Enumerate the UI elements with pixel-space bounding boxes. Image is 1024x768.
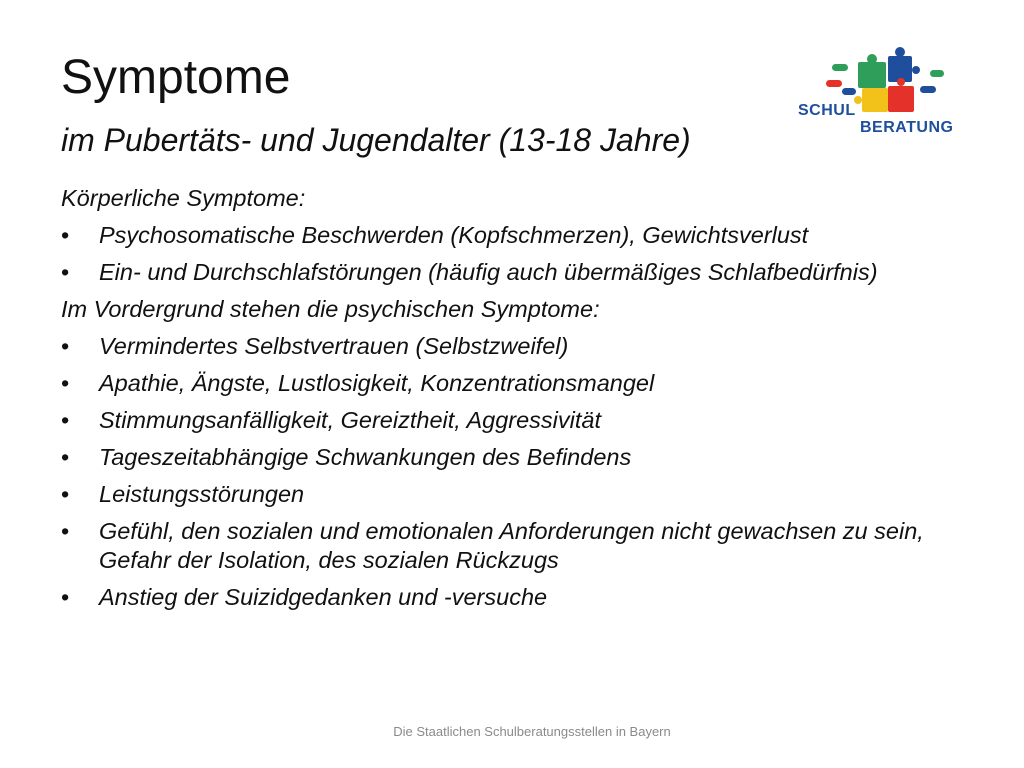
logo-text-beratung: BERATUNG	[860, 119, 954, 136]
bullet-icon: •	[61, 222, 70, 248]
bullet-icon: •	[61, 518, 70, 544]
section-heading-psychological: Im Vordergrund stehen die psychischen Symptome:	[61, 296, 600, 322]
list-item: • Apathie, Ängste, Lustlosigkeit, Konzentrationsmangel	[61, 370, 655, 396]
bullet-icon: •	[61, 584, 70, 610]
list-item: • Anstieg der Suizidgedanken und -versuche	[61, 584, 548, 610]
list-item: • Vermindertes Selbstvertrauen (Selbstzweifel)	[61, 333, 569, 359]
list-item: • Gefühl, den sozialen und emotionalen Anforderungen nicht gewachsen zu sein, Gefahr der Isolation, des sozialen Rückzugs	[61, 518, 924, 573]
bullet-icon: •	[61, 407, 70, 433]
schulberatung-logo	[790, 44, 970, 140]
list-item: • Leistungsstörungen	[61, 481, 305, 507]
list-item: • Psychosomatische Beschwerden (Kopfschmerzen), Gewichtsverlust	[61, 222, 809, 248]
section-heading-physical: Körperliche Symptome:	[61, 185, 306, 211]
bullet-icon: •	[61, 333, 70, 359]
bullet-list-physical	[61, 221, 961, 287]
bullet-icon: •	[61, 444, 70, 470]
list-item: • Stimmungsanfälligkeit, Gereiztheit, Aggressivität	[61, 407, 601, 433]
list-item: • Tageszeitabhängige Schwankungen des Befindens	[61, 444, 632, 470]
bullet-icon: •	[61, 259, 70, 285]
bullet-icon: •	[61, 481, 70, 507]
logo-text-schul: SCHUL	[798, 102, 856, 119]
list-item: • Ein- und Durchschlafstörungen (häufig auch übermäßiges Schlafbedürfnis)	[61, 259, 878, 285]
slide-footer: Die Staatlichen Schulberatungsstellen in Bayern	[393, 724, 671, 739]
bullet-icon: •	[61, 370, 70, 396]
slide-title: Symptome	[61, 51, 291, 104]
slide-content	[61, 184, 961, 620]
bullet-list-psychological	[61, 332, 961, 612]
slide-subtitle: im Pubertäts- und Jugendalter (13-18 Jahre)	[61, 122, 691, 158]
